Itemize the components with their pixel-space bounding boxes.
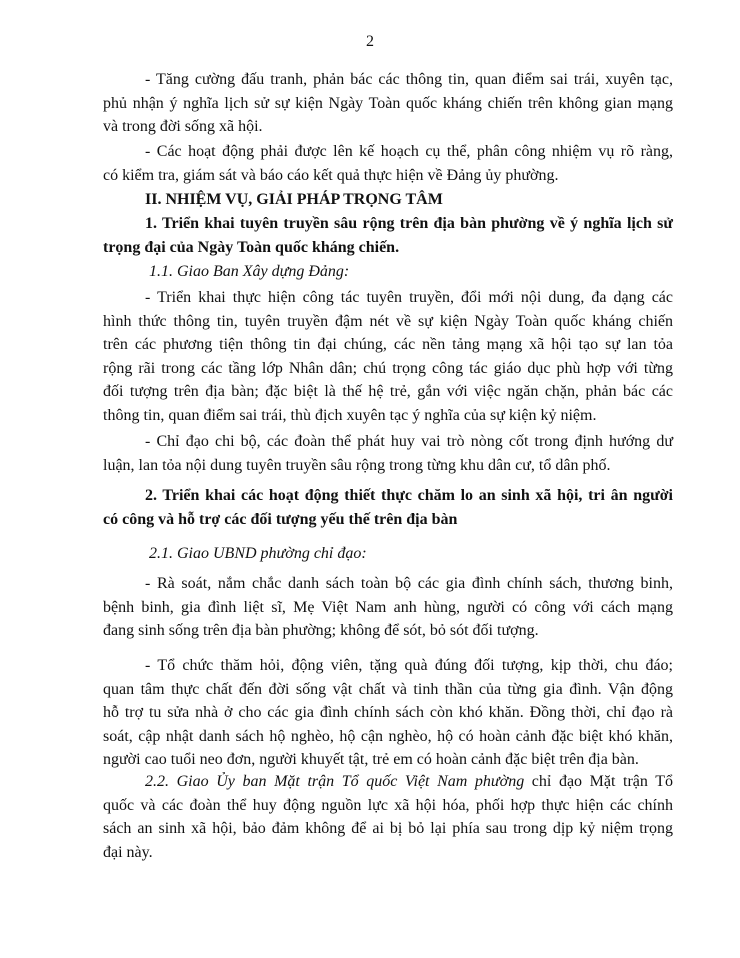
text-line: đối tượng trên địa bàn; đặc biệt là thế hệ trẻ, gắn với việc ngăn chặn, phản bác các <box>103 383 673 400</box>
subheading-2-1 <box>103 542 673 566</box>
section-heading <box>103 188 673 212</box>
text-line: luận, lan tỏa nội dung tuyên truyền sâu rộng trong từng khu dân cư, tổ dân phố. <box>103 456 611 474</box>
text-line: đang sinh sống trên địa bàn phường; không để sót, bỏ sót đối tượng. <box>103 622 539 639</box>
text-line: - Rà soát, nắm chắc danh sách toàn bộ các gia đình chính sách, thương binh, <box>145 575 673 592</box>
subheading-text: 1.1. Giao Ban Xây dựng Đảng: <box>149 263 350 280</box>
subheading-2-2: 2.2. Giao Ủy ban Mặt trận Tổ quốc Việt Nam phường <box>145 773 525 790</box>
text-line: - Chỉ đạo chi bộ, các đoàn thể phát huy vai trò nòng cốt trong định hướng dư <box>145 433 673 450</box>
text-line: - Tăng cường đấu tranh, phản bác các thông tin, quan điểm sai trái, xuyên tạc, <box>145 71 673 88</box>
text-line: có kiểm tra, giám sát và báo cáo kết quả thực hiện về Đảng ủy phường. <box>103 166 559 184</box>
text-line: - Triển khai thực hiện công tác tuyên truyền, đổi mới nội dung, đa dạng các <box>145 289 673 306</box>
text-line: người cao tuổi neo đơn, người khuyết tật, trẻ em có hoàn cảnh đặc biệt trên địa bàn. <box>103 751 639 768</box>
text-line: hình thức thông tin, tuyên truyền đậm nét về sự kiện Ngày Toàn quốc kháng chiến <box>103 312 673 330</box>
text-line: - Tổ chức thăm hỏi, động viên, tặng quà đúng đối tượng, kịp thời, chu đáo; <box>145 657 673 674</box>
text-line: trọng đại của Ngày Toàn quốc kháng chiến. <box>103 238 400 256</box>
text-line: quan tâm thực chất đến đời sống vật chất và tinh thần của từng gia đình. Vận động <box>103 680 673 698</box>
subheading-1-1 <box>103 260 673 284</box>
text-line: 2. Triển khai các hoạt động thiết thực chăm lo an sinh xã hội, tri ân người <box>145 487 673 504</box>
paragraph-direction <box>103 430 673 477</box>
text-line: hỗ trợ tu sửa nhà ở cho các gia đình chính sách còn khó khăn. Đồng thời, chỉ đạo rà <box>103 704 673 721</box>
text-line: soát, cập nhật danh sách hộ nghèo, hộ cận nghèo, hộ có hoàn cảnh đặc biệt khó khăn, <box>103 727 673 745</box>
heading-2 <box>103 484 673 531</box>
text-line <box>103 770 673 794</box>
paragraph-visit <box>103 654 673 772</box>
text-line: có công và hỗ trợ các đối tượng yếu thế trên địa bàn <box>103 510 458 528</box>
heading-1 <box>103 212 673 259</box>
text-fragment: chỉ đạo Mặt trận Tổ <box>524 773 674 790</box>
text-line: và trong đời sống xã hội. <box>103 118 263 135</box>
text-line: 1. Triển khai tuyên truyền sâu rộng trên địa bàn phường về ý nghĩa lịch sử <box>145 215 673 232</box>
text-line: - Các hoạt động phải được lên kế hoạch cụ thể, phân công nhiệm vụ rõ ràng, <box>145 143 673 160</box>
text-line: sách an sinh xã hội, bảo đảm không để ai bị bỏ lại phía sau trong dịp kỷ niệm trọng <box>103 820 673 837</box>
text-line: trên các phương tiện thông tin đại chúng, các nền tảng mạng xã hội tạo sự lan tỏa <box>103 336 673 353</box>
text-line: phủ nhận ý nghĩa lịch sử sự kiện Ngày Toàn quốc kháng chiến trên không gian mạng <box>103 94 673 112</box>
text-line: đại này. <box>103 843 153 861</box>
text-line: bệnh binh, gia đình liệt sĩ, Mẹ Việt Nam anh hùng, người có công với cách mạng <box>103 598 673 616</box>
text-line: quốc và các đoàn thể huy động nguồn lực xã hội hóa, phối hợp thực hiện các chính <box>103 796 673 814</box>
paragraph-struggle <box>103 68 673 139</box>
page-number: 2 <box>366 33 374 50</box>
section-heading-text: II. NHIỆM VỤ, GIẢI PHÁP TRỌNG TÂM <box>145 191 443 208</box>
paragraph-front <box>103 770 673 864</box>
text-line: thông tin, quan điểm sai trái, thù địch xuyên tạc ý nghĩa của sự kiện kỷ niệm. <box>103 406 597 424</box>
paragraph-propaganda <box>103 286 673 427</box>
paragraph-plan <box>103 140 673 187</box>
subheading-text: 2.1. Giao UBND phường chỉ đạo: <box>149 545 367 562</box>
paragraph-review <box>103 572 673 643</box>
text-line: rộng rãi trong các tầng lớp Nhân dân; chú trọng công tác giáo dục phù hợp với từng <box>103 359 673 377</box>
